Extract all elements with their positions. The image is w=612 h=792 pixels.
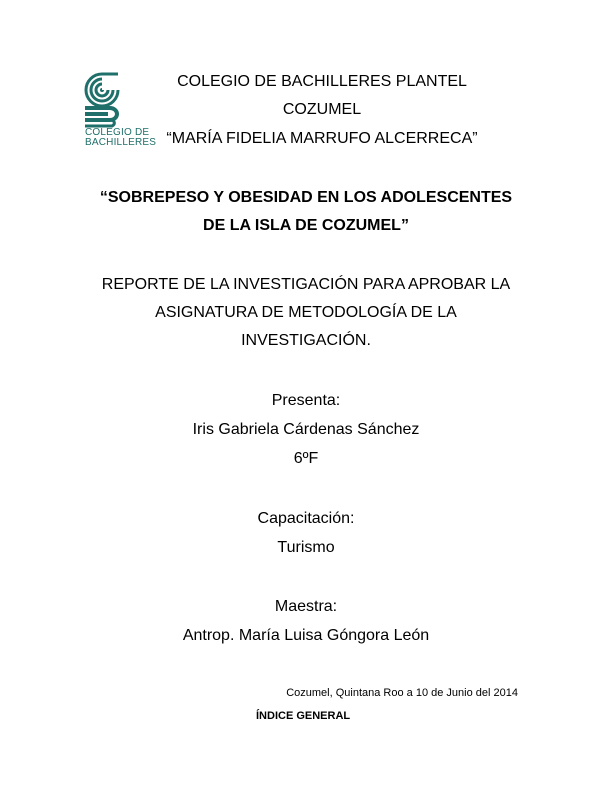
school-name-line-2: COZUMEL (282, 101, 362, 118)
report-line-2: ASIGNATURA DE METODOLOGÍA DE LA (155, 304, 457, 321)
report-line-3: INVESTIGACIÓN. (241, 332, 371, 349)
title-line-1: “SOBREPESO Y OBESIDAD EN LOS ADOLESCENTES (99, 189, 513, 206)
logo-line-1: COLEGIO DE (85, 127, 150, 138)
teacher-name: Antrop. María Luisa Góngora León (182, 627, 430, 644)
training-value: Turismo (277, 539, 335, 556)
title-line-2: DE LA ISLA DE COZUMEL” (203, 217, 409, 234)
training-label: Capacitación: (257, 510, 355, 527)
place-date: Cozumel, Quintana Roo a 10 de Junio del 2014 (286, 687, 518, 699)
logo-line-2: BACHILLERES (85, 137, 157, 148)
presenter-group: 6ºF (293, 450, 319, 467)
report-line-1: REPORTE DE LA INVESTIGACIÓN PARA APROBAR LA (101, 276, 511, 293)
school-name-line-1: COLEGIO DE BACHILLERES PLANTEL (177, 73, 467, 90)
teacher-label: Maestra: (274, 598, 338, 615)
index-heading: ÍNDICE GENERAL (256, 710, 351, 722)
presenter-name: Iris Gabriela Cárdenas Sánchez (192, 421, 420, 438)
school-name-line-3: “MARÍA FIDELIA MARRUFO ALCERRECA” (166, 130, 478, 147)
presenter-label: Presenta: (271, 392, 341, 409)
